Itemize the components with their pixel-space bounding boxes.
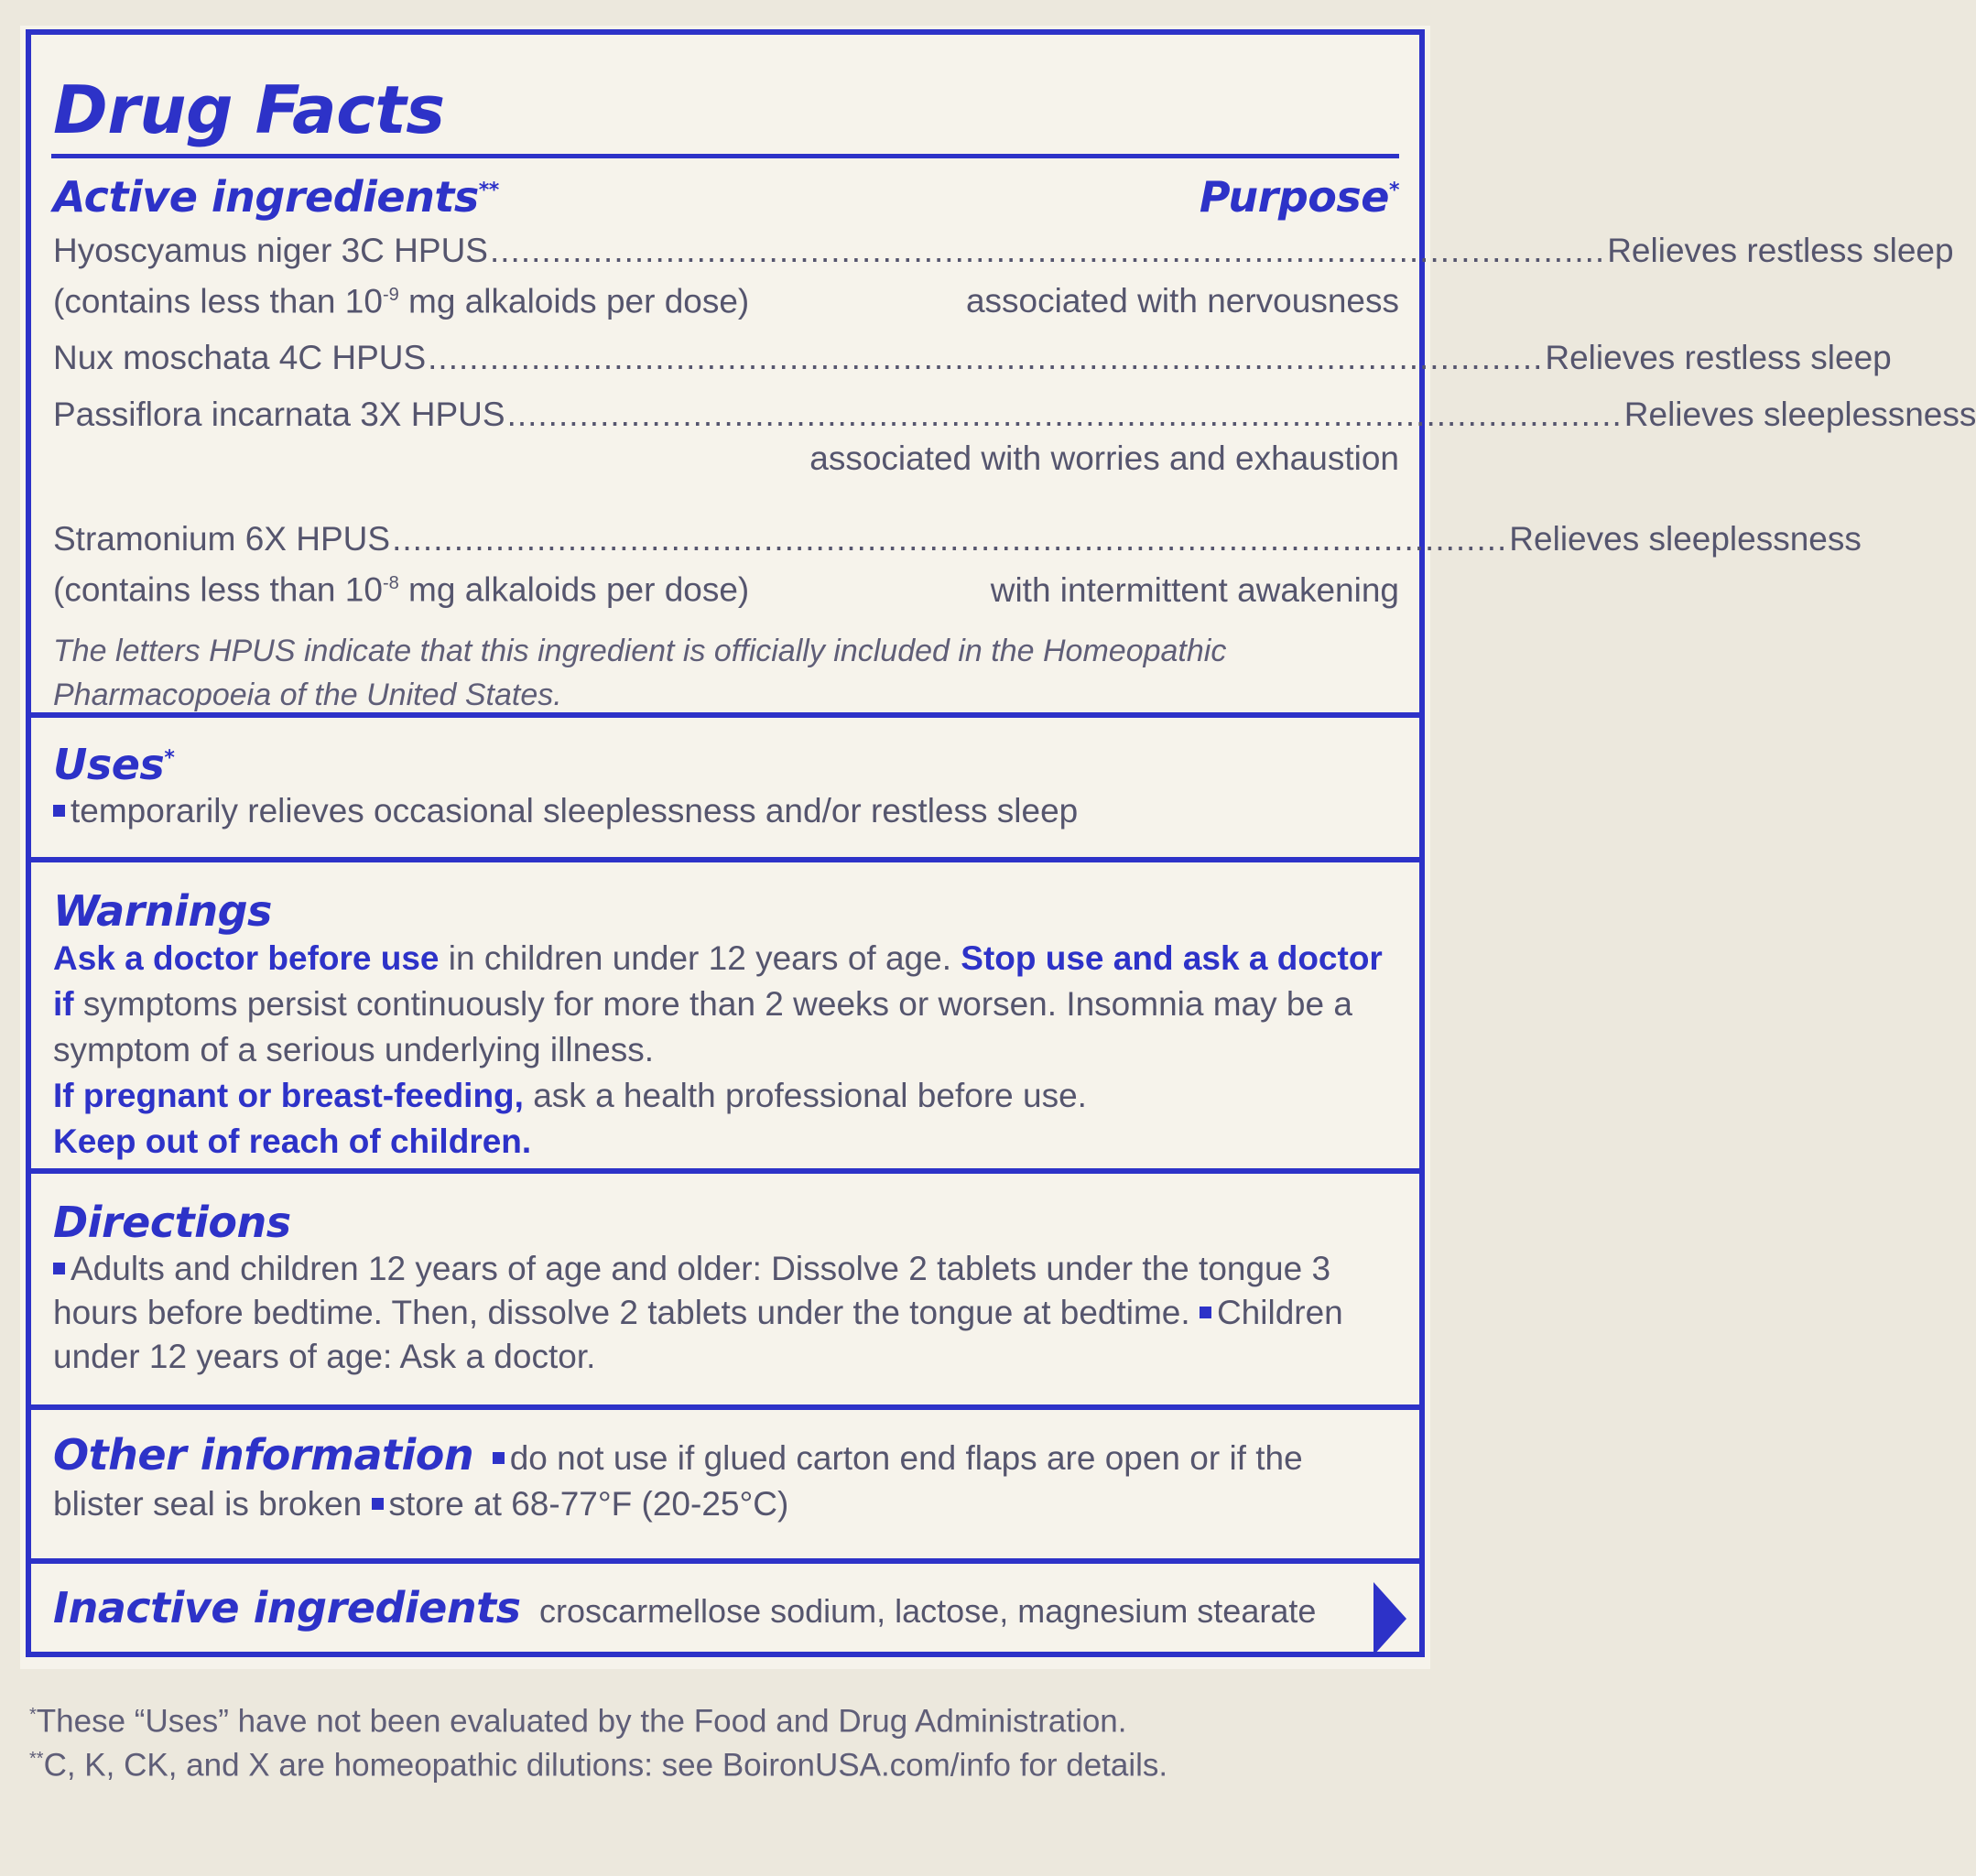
section-divider [31, 857, 1419, 862]
bullet-icon [1200, 1307, 1211, 1318]
directions-heading: Directions [53, 1198, 291, 1247]
ingredient-row: Hyoscyamus niger 3C HPUS ............................................................................................................ Relieves restless sleep [53, 232, 1954, 269]
arrow-right-icon [1373, 1582, 1406, 1655]
inactive-ingredients-heading: Inactive ingredients [53, 1583, 521, 1632]
uses-text: temporarily relieves occasional sleeplessness and/or restless sleep [53, 789, 1399, 833]
warnings-text: Ask a doctor before use in children under 12 years of age. Stop use and ask a doctor if symptoms persist continuously for more than 2 weeks or worsen. Insomnia may be a symptom of a serious underlying illness. If pregnant or breast-feeding, ask a health professional before use. Keep out of reach of children. [53, 939, 1383, 1160]
section-divider [31, 712, 1419, 718]
active-ingredients-heading: Active ingredients** [53, 172, 499, 222]
directions-section [31, 1198, 1419, 1379]
ingredient-row: Nux moschata 4C HPUS ............................................................................................................ Relieves restless sleep [53, 339, 1892, 377]
directions-text: Adults and children 12 years of age and older: Dissolve 2 tablets under the tongue 3 hours before bedtime. Then, dissolve 2 tablets under the tongue at bedtime. Children under 12 years of age: Ask a doctor. [53, 1250, 1343, 1375]
inactive-ingredients-section [31, 1583, 1419, 1633]
ingredient-row: Stramonium 6X HPUS ............................................................................................................ Relieves sleeplessness [53, 520, 1862, 558]
section-divider [31, 1404, 1419, 1410]
bullet-icon [53, 1263, 65, 1274]
section-divider [31, 1168, 1419, 1174]
title-rule [51, 154, 1399, 158]
active-header-row [53, 172, 1399, 222]
active-ingredients-section [31, 172, 1976, 717]
drug-facts-title-section [31, 71, 1419, 148]
uses-heading: Uses* [53, 740, 175, 789]
footnote-uses: *These “Uses” have not been evaluated by the Food and Drug Administration. [29, 1703, 1127, 1740]
warnings-section [31, 886, 1419, 1165]
purpose-heading: Purpose* [1199, 172, 1399, 222]
section-divider [31, 1558, 1419, 1564]
drug-facts-panel [26, 29, 1976, 1657]
other-information-section: Other information do not use if glued carton end flaps are open or if the blister seal is broken store at 68-77°F (20-25°C) [53, 1430, 1303, 1523]
uses-section [31, 740, 1419, 833]
ingredient-item: Hyoscyamus niger 3C HPUS ............................................................................................................ Relieves restless sleep (contains less than $10^{-9}$ mg alkaloids per dose) associated with nervousness [53, 229, 1399, 323]
drug-facts-title: Drug Facts [53, 71, 445, 148]
bullet-icon [53, 805, 65, 817]
ingredient-item: Stramonium 6X HPUS ............................................................................................................ Relieves sleeplessness (contains less than $10^{-8}$ mg alkaloids per dose) with intermittent awakening [53, 517, 1399, 612]
inactive-ingredients-text: croscarmellose sodium, lactose, magnesium stearate [539, 1592, 1317, 1630]
other-information-heading: Other information [53, 1430, 474, 1480]
ingredient-item [53, 336, 1892, 380]
ingredient-item: Passiflora incarnata 3X HPUS ............................................................................................................ Relieves sleeplessness associated with worries and exhaustion [53, 393, 1399, 481]
bullet-icon [493, 1452, 505, 1464]
hpus-note: The letters HPUS indicate that this ingredient is officially included in the Homeopathic Pharmacopoeia of the United States. [53, 633, 1227, 712]
bullet-icon [372, 1498, 384, 1510]
warnings-heading: Warnings [53, 886, 272, 936]
footnote-dilutions: **C, K, CK, and X are homeopathic dilutions: see BoironUSA.com/info for details. [29, 1747, 1168, 1784]
ingredient-row: Passiflora incarnata 3X HPUS ............................................................................................................ Relieves sleeplessness [53, 396, 1976, 434]
